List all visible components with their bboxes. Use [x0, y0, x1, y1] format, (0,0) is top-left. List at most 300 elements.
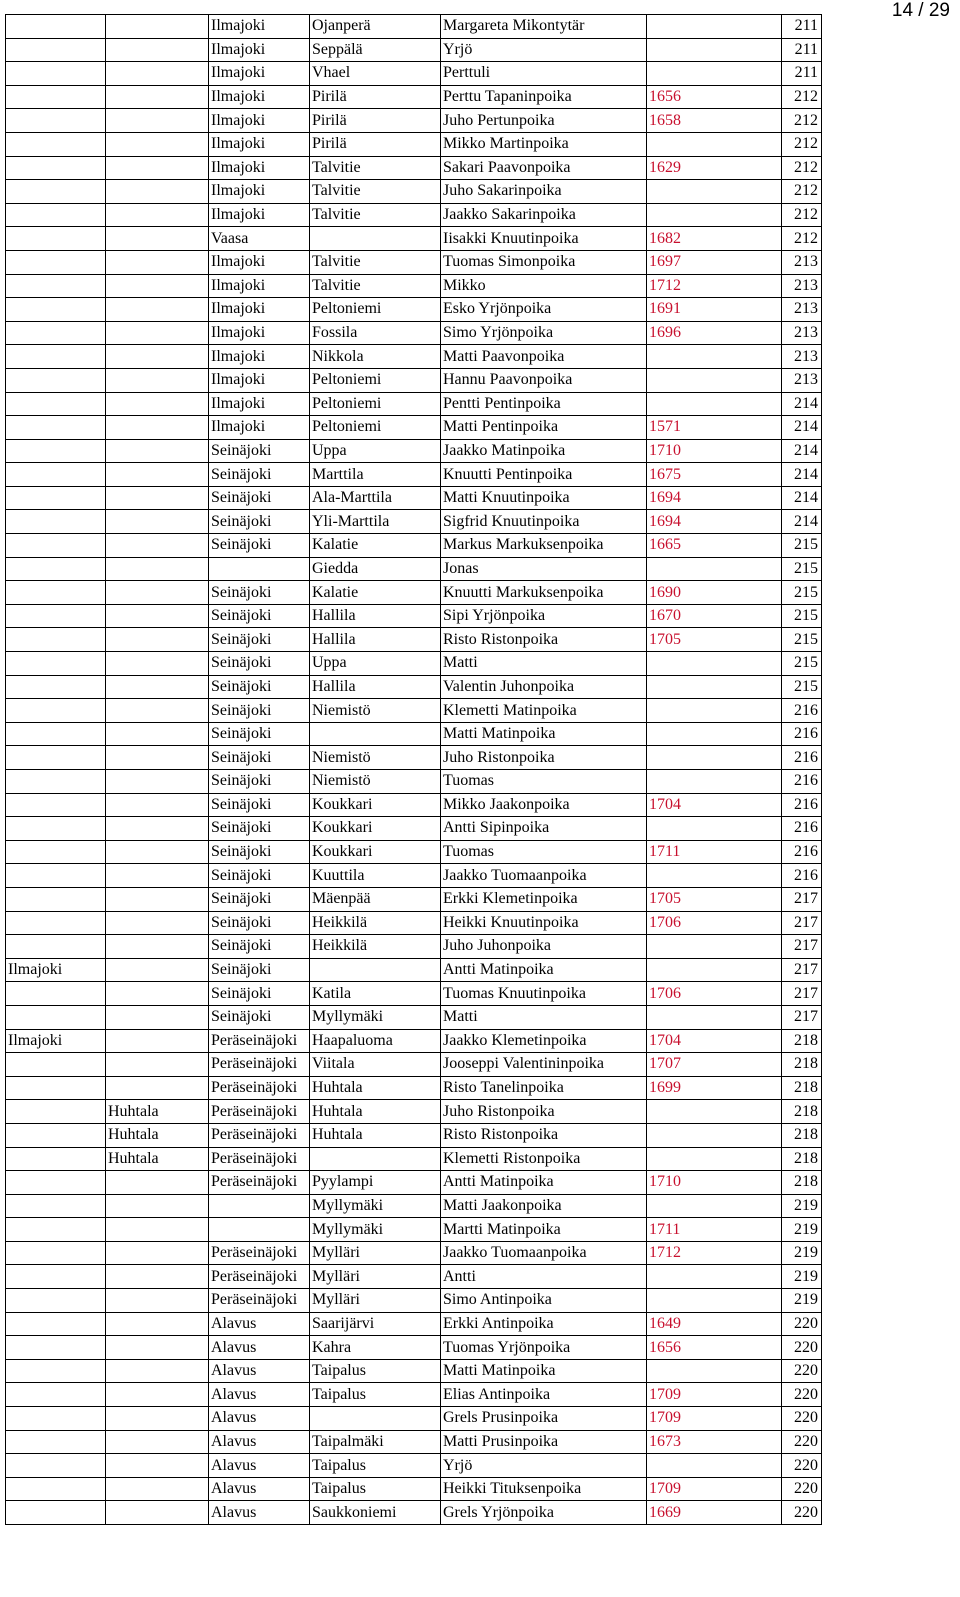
table-row: [6, 1454, 822, 1478]
table-row: [6, 722, 822, 746]
page-cell: 213: [782, 250, 822, 274]
page-indicator: 14 / 29: [891, 0, 950, 21]
farm-cell: Pirilä: [310, 85, 441, 109]
farm-cell: Peltoniemi: [310, 298, 441, 322]
parish-cell: Ilmajoki: [209, 156, 310, 180]
col1-cell: [6, 132, 106, 156]
name-cell: Jaakko Matinpoika: [441, 439, 647, 463]
farm-cell: Peltoniemi: [310, 368, 441, 392]
parish-cell: Peräseinäjoki: [209, 1029, 310, 1053]
col2-cell: [106, 864, 209, 888]
year-cell: 1696: [647, 321, 782, 345]
farm-cell: Taipalus: [310, 1359, 441, 1383]
page-cell: 216: [782, 817, 822, 841]
name-cell: Esko Yrjönpoika: [441, 298, 647, 322]
table-row: [6, 345, 822, 369]
col2-cell: [106, 368, 209, 392]
parish-cell: Seinäjoki: [209, 652, 310, 676]
farm-cell: Huhtala: [310, 1076, 441, 1100]
col2-cell: [106, 840, 209, 864]
name-cell: Antti: [441, 1265, 647, 1289]
name-cell: Juho Sakarinpoika: [441, 180, 647, 204]
year-cell: [647, 1147, 782, 1171]
year-cell: [647, 1454, 782, 1478]
page-cell: 213: [782, 298, 822, 322]
farm-cell: Peltoniemi: [310, 416, 441, 440]
year-cell: 1706: [647, 911, 782, 935]
parish-cell: Ilmajoki: [209, 368, 310, 392]
parish-cell: Seinäjoki: [209, 581, 310, 605]
page-cell: 215: [782, 604, 822, 628]
col2-cell: [106, 203, 209, 227]
farm-cell: Myllymäki: [310, 1218, 441, 1242]
name-cell: Sakari Paavonpoika: [441, 156, 647, 180]
name-cell: Heikki Tituksenpoika: [441, 1477, 647, 1501]
page-cell: 215: [782, 675, 822, 699]
farm-cell: [310, 722, 441, 746]
name-cell: Matti: [441, 1005, 647, 1029]
col1-cell: [6, 1407, 106, 1431]
name-cell: Jaakko Klemetinpoika: [441, 1029, 647, 1053]
table-row: [6, 368, 822, 392]
col1-cell: [6, 1454, 106, 1478]
table-row: [6, 864, 822, 888]
col1-cell: [6, 416, 106, 440]
page-cell: 215: [782, 628, 822, 652]
table-row: [6, 982, 822, 1006]
page-cell: 218: [782, 1076, 822, 1100]
parish-cell: Seinäjoki: [209, 935, 310, 959]
col2-cell: [106, 274, 209, 298]
page-cell: 211: [782, 62, 822, 86]
name-cell: Perttuli: [441, 62, 647, 86]
col2-cell: [106, 392, 209, 416]
page-cell: 216: [782, 770, 822, 794]
parish-cell: Peräseinäjoki: [209, 1053, 310, 1077]
page-cell: 211: [782, 15, 822, 39]
year-cell: [647, 817, 782, 841]
parish-cell: Ilmajoki: [209, 180, 310, 204]
page-cell: 218: [782, 1053, 822, 1077]
farm-cell: Huhtala: [310, 1100, 441, 1124]
page-cell: 216: [782, 746, 822, 770]
col2-cell: [106, 911, 209, 935]
parish-cell: Peräseinäjoki: [209, 1147, 310, 1171]
col1-cell: [6, 1076, 106, 1100]
farm-cell: Taipalus: [310, 1383, 441, 1407]
farm-cell: Hallila: [310, 628, 441, 652]
year-cell: [647, 203, 782, 227]
col2-cell: [106, 227, 209, 251]
col1-cell: [6, 486, 106, 510]
farm-cell: Pirilä: [310, 132, 441, 156]
farm-cell: Taipalmäki: [310, 1430, 441, 1454]
col1-cell: [6, 722, 106, 746]
page-cell: 212: [782, 227, 822, 251]
farm-cell: Taipalus: [310, 1477, 441, 1501]
col2-cell: [106, 1171, 209, 1195]
col1-cell: [6, 628, 106, 652]
farm-cell: Kalatie: [310, 581, 441, 605]
table-row: [6, 770, 822, 794]
year-cell: [647, 1123, 782, 1147]
col1-cell: [6, 250, 106, 274]
parish-cell: Ilmajoki: [209, 132, 310, 156]
col2-cell: [106, 180, 209, 204]
farm-cell: Ojanperä: [310, 15, 441, 39]
col1-cell: [6, 887, 106, 911]
year-cell: [647, 1359, 782, 1383]
table-row: [6, 604, 822, 628]
parish-cell: [209, 1218, 310, 1242]
name-cell: Matti Matinpoika: [441, 722, 647, 746]
page-cell: 219: [782, 1194, 822, 1218]
page-cell: 220: [782, 1407, 822, 1431]
year-cell: 1658: [647, 109, 782, 133]
name-cell: Juho Juhonpoika: [441, 935, 647, 959]
col2-cell: [106, 604, 209, 628]
year-cell: [647, 132, 782, 156]
col2-cell: Huhtala: [106, 1147, 209, 1171]
table-row: [6, 1359, 822, 1383]
col1-cell: [6, 1053, 106, 1077]
page-cell: 216: [782, 864, 822, 888]
col2-cell: [106, 463, 209, 487]
col1-cell: [6, 439, 106, 463]
table-row: [6, 439, 822, 463]
name-cell: Mikko Jaakonpoika: [441, 793, 647, 817]
name-cell: Margareta Mikontytär: [441, 15, 647, 39]
col1-cell: [6, 1123, 106, 1147]
farm-cell: Saarijärvi: [310, 1312, 441, 1336]
year-cell: [647, 1265, 782, 1289]
parish-cell: Seinäjoki: [209, 534, 310, 558]
page-cell: 215: [782, 581, 822, 605]
page-cell: 216: [782, 699, 822, 723]
year-cell: 1690: [647, 581, 782, 605]
name-cell: Tuomas: [441, 840, 647, 864]
farm-cell: [310, 958, 441, 982]
col2-cell: [106, 1289, 209, 1313]
year-cell: 1699: [647, 1076, 782, 1100]
year-cell: [647, 557, 782, 581]
col1-cell: [6, 203, 106, 227]
page-cell: 211: [782, 38, 822, 62]
parish-cell: Alavus: [209, 1430, 310, 1454]
year-cell: 1656: [647, 1336, 782, 1360]
year-cell: 1710: [647, 439, 782, 463]
table-row: [6, 156, 822, 180]
parish-cell: Peräseinäjoki: [209, 1123, 310, 1147]
table-row: [6, 581, 822, 605]
table-row: [6, 321, 822, 345]
col2-cell: [106, 1265, 209, 1289]
name-cell: Perttu Tapaninpoika: [441, 85, 647, 109]
year-cell: [647, 392, 782, 416]
name-cell: Juho Ristonpoika: [441, 746, 647, 770]
farm-cell: [310, 1407, 441, 1431]
name-cell: Juho Ristonpoika: [441, 1100, 647, 1124]
table-row: [6, 463, 822, 487]
farm-cell: Talvitie: [310, 203, 441, 227]
table-row: [6, 62, 822, 86]
col1-cell: [6, 227, 106, 251]
parish-cell: Peräseinäjoki: [209, 1241, 310, 1265]
table-row: [6, 1407, 822, 1431]
farm-cell: Heikkilä: [310, 911, 441, 935]
col1-cell: [6, 699, 106, 723]
col1-cell: [6, 604, 106, 628]
farm-cell: Taipalus: [310, 1454, 441, 1478]
page-cell: 212: [782, 85, 822, 109]
col1-cell: [6, 534, 106, 558]
parish-cell: Ilmajoki: [209, 85, 310, 109]
name-cell: Jaakko Tuomaanpoika: [441, 864, 647, 888]
year-cell: 1629: [647, 156, 782, 180]
parish-cell: Seinäjoki: [209, 628, 310, 652]
col1-cell: [6, 62, 106, 86]
page-cell: 212: [782, 132, 822, 156]
col1-cell: [6, 85, 106, 109]
col1-cell: [6, 864, 106, 888]
col1-cell: [6, 1477, 106, 1501]
col2-cell: [106, 793, 209, 817]
name-cell: Martti Matinpoika: [441, 1218, 647, 1242]
page-cell: 212: [782, 203, 822, 227]
farm-cell: Nikkola: [310, 345, 441, 369]
col1-cell: [6, 675, 106, 699]
year-cell: 1712: [647, 1241, 782, 1265]
name-cell: Jaakko Sakarinpoika: [441, 203, 647, 227]
col2-cell: [106, 1312, 209, 1336]
year-cell: [647, 746, 782, 770]
parish-cell: Seinäjoki: [209, 699, 310, 723]
col1-cell: [6, 1171, 106, 1195]
page-cell: 214: [782, 463, 822, 487]
farm-cell: Heikkilä: [310, 935, 441, 959]
year-cell: [647, 15, 782, 39]
col1-cell: [6, 15, 106, 39]
col2-cell: [106, 628, 209, 652]
parish-cell: Seinäjoki: [209, 840, 310, 864]
col1-cell: [6, 1501, 106, 1525]
parish-cell: Ilmajoki: [209, 345, 310, 369]
page-cell: 216: [782, 722, 822, 746]
page-cell: 220: [782, 1454, 822, 1478]
name-cell: Simo Antinpoika: [441, 1289, 647, 1313]
col1-cell: [6, 1289, 106, 1313]
table-row: [6, 416, 822, 440]
name-cell: Matti: [441, 652, 647, 676]
year-cell: 1649: [647, 1312, 782, 1336]
parish-cell: Ilmajoki: [209, 298, 310, 322]
col2-cell: [106, 722, 209, 746]
name-cell: Matti Paavonpoika: [441, 345, 647, 369]
parish-cell: Ilmajoki: [209, 416, 310, 440]
parish-cell: [209, 1194, 310, 1218]
table-row: [6, 911, 822, 935]
year-cell: [647, 180, 782, 204]
name-cell: Antti Matinpoika: [441, 1171, 647, 1195]
table-row: [6, 203, 822, 227]
col1-cell: Ilmajoki: [6, 1029, 106, 1053]
farm-cell: Uppa: [310, 652, 441, 676]
parish-cell: Ilmajoki: [209, 274, 310, 298]
name-cell: Mikko: [441, 274, 647, 298]
parish-cell: [209, 557, 310, 581]
table-row: [6, 227, 822, 251]
col1-cell: [6, 1241, 106, 1265]
farm-cell: Mylläri: [310, 1289, 441, 1313]
parish-cell: Seinäjoki: [209, 887, 310, 911]
page-cell: 220: [782, 1501, 822, 1525]
name-cell: Grels Yrjönpoika: [441, 1501, 647, 1525]
page-cell: 218: [782, 1123, 822, 1147]
table-row: [6, 1383, 822, 1407]
col2-cell: [106, 345, 209, 369]
page-cell: 217: [782, 911, 822, 935]
col1-cell: [6, 392, 106, 416]
parish-cell: Seinäjoki: [209, 675, 310, 699]
col2-cell: [106, 581, 209, 605]
farm-cell: Giedda: [310, 557, 441, 581]
table-row: [6, 1241, 822, 1265]
year-cell: 1706: [647, 982, 782, 1006]
year-cell: 1705: [647, 628, 782, 652]
name-cell: Matti Matinpoika: [441, 1359, 647, 1383]
col2-cell: [106, 770, 209, 794]
page-cell: 214: [782, 416, 822, 440]
parish-cell: Ilmajoki: [209, 15, 310, 39]
page-cell: 212: [782, 109, 822, 133]
farm-cell: Saukkoniemi: [310, 1501, 441, 1525]
col1-cell: [6, 1383, 106, 1407]
name-cell: Yrjö: [441, 38, 647, 62]
farm-cell: Kalatie: [310, 534, 441, 558]
page-cell: 217: [782, 958, 822, 982]
col2-cell: [106, 15, 209, 39]
year-cell: 1709: [647, 1407, 782, 1431]
parish-cell: Seinäjoki: [209, 911, 310, 935]
col1-cell: [6, 793, 106, 817]
year-cell: 1673: [647, 1430, 782, 1454]
table-row: [6, 1100, 822, 1124]
farm-cell: [310, 227, 441, 251]
page-cell: 219: [782, 1218, 822, 1242]
year-cell: [647, 345, 782, 369]
name-cell: Matti Prusinpoika: [441, 1430, 647, 1454]
table-row: [6, 1289, 822, 1313]
page-cell: 220: [782, 1359, 822, 1383]
name-cell: Antti Matinpoika: [441, 958, 647, 982]
col1-cell: [6, 911, 106, 935]
year-cell: 1709: [647, 1383, 782, 1407]
page-cell: 213: [782, 368, 822, 392]
page-cell: 216: [782, 840, 822, 864]
parish-cell: Ilmajoki: [209, 392, 310, 416]
name-cell: Iisakki Knuutinpoika: [441, 227, 647, 251]
parish-cell: Seinäjoki: [209, 746, 310, 770]
col2-cell: [106, 62, 209, 86]
table-row: [6, 15, 822, 39]
table-row: [6, 746, 822, 770]
parish-cell: Seinäjoki: [209, 722, 310, 746]
table-row: [6, 1171, 822, 1195]
table-row: [6, 274, 822, 298]
parish-cell: Alavus: [209, 1359, 310, 1383]
col2-cell: [106, 1218, 209, 1242]
farm-cell: Talvitie: [310, 274, 441, 298]
parish-cell: Alavus: [209, 1477, 310, 1501]
col2-cell: [106, 321, 209, 345]
farm-cell: Koukkari: [310, 840, 441, 864]
name-cell: Simo Yrjönpoika: [441, 321, 647, 345]
col1-cell: [6, 982, 106, 1006]
farm-cell: Pyylampi: [310, 1171, 441, 1195]
col1-cell: [6, 109, 106, 133]
name-cell: Jaakko Tuomaanpoika: [441, 1241, 647, 1265]
col2-cell: [106, 1501, 209, 1525]
col2-cell: [106, 534, 209, 558]
page-cell: 214: [782, 510, 822, 534]
farm-cell: Peltoniemi: [310, 392, 441, 416]
parish-cell: Alavus: [209, 1312, 310, 1336]
col1-cell: [6, 510, 106, 534]
col1-cell: [6, 156, 106, 180]
col2-cell: [106, 1407, 209, 1431]
col1-cell: Ilmajoki: [6, 958, 106, 982]
col1-cell: [6, 368, 106, 392]
page-cell: 213: [782, 274, 822, 298]
col2-cell: [106, 486, 209, 510]
table-row: [6, 1029, 822, 1053]
col1-cell: [6, 770, 106, 794]
col1-cell: [6, 38, 106, 62]
farm-cell: Vhael: [310, 62, 441, 86]
col1-cell: [6, 1336, 106, 1360]
parish-cell: Alavus: [209, 1454, 310, 1478]
col1-cell: [6, 1005, 106, 1029]
farm-cell: Yli-Marttila: [310, 510, 441, 534]
col2-cell: [106, 746, 209, 770]
year-cell: 1675: [647, 463, 782, 487]
name-cell: Grels Prusinpoika: [441, 1407, 647, 1431]
name-cell: Tuomas Yrjönpoika: [441, 1336, 647, 1360]
col1-cell: [6, 935, 106, 959]
page-cell: 215: [782, 534, 822, 558]
col1-cell: [6, 840, 106, 864]
page-cell: 220: [782, 1383, 822, 1407]
name-cell: Mikko Martinpoika: [441, 132, 647, 156]
name-cell: Risto Ristonpoika: [441, 1123, 647, 1147]
farm-cell: Hallila: [310, 675, 441, 699]
farm-cell: Fossila: [310, 321, 441, 345]
table-row: [6, 1123, 822, 1147]
year-cell: 1712: [647, 274, 782, 298]
col1-cell: [6, 274, 106, 298]
parish-cell: Seinäjoki: [209, 982, 310, 1006]
farm-cell: [310, 1147, 441, 1171]
page-cell: 213: [782, 321, 822, 345]
parish-cell: Ilmajoki: [209, 203, 310, 227]
page-cell: 219: [782, 1241, 822, 1265]
year-cell: [647, 958, 782, 982]
page-cell: 212: [782, 180, 822, 204]
name-cell: Antti Sipinpoika: [441, 817, 647, 841]
table-row: [6, 1005, 822, 1029]
page-cell: 219: [782, 1265, 822, 1289]
year-cell: [647, 62, 782, 86]
